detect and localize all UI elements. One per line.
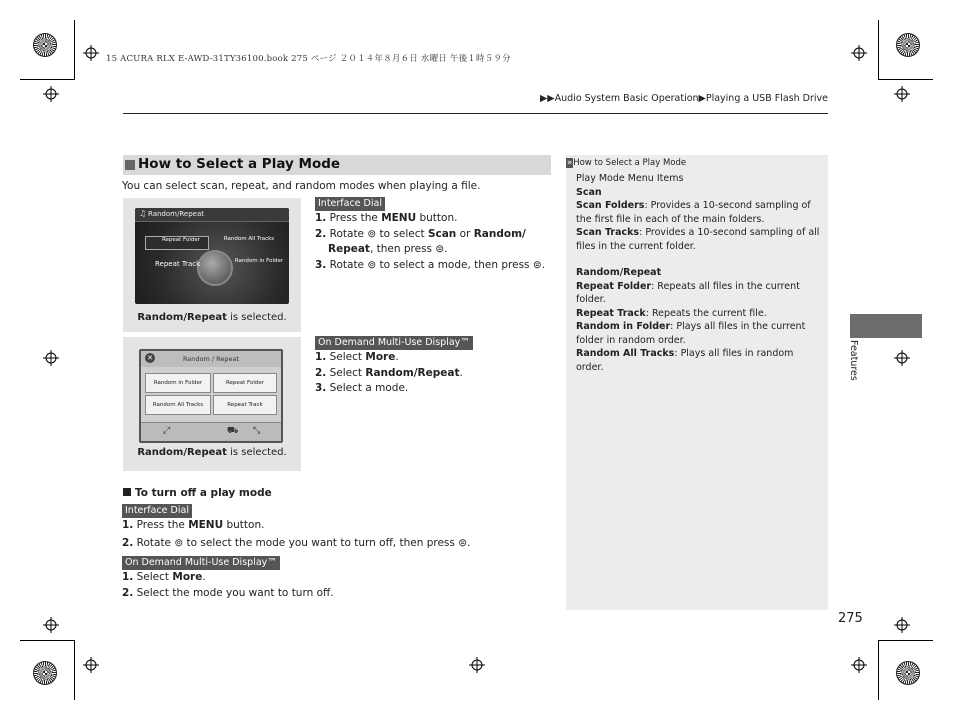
registration-target-icon (894, 86, 910, 102)
multi-use-display-screen (139, 349, 283, 443)
interface-dial-figure (123, 198, 301, 332)
intro-text: You can select scan, repeat, and random modes when playing a file. (122, 180, 481, 192)
close-icon[interactable]: ✕ (145, 353, 155, 363)
sidebar-notes (566, 155, 828, 610)
breadcrumb-page: Playing a USB Flash Drive (705, 93, 828, 104)
step-item: 1. Press the MENU button. (122, 519, 265, 531)
section-square-icon (125, 160, 135, 170)
sidebar-entry: Scan Folders: Provides a 10-second sampling of the first file in each of the main folders. (576, 200, 811, 225)
screen-item-repeat-folder[interactable]: Repeat Folder (145, 236, 209, 250)
registration-rosette-icon (896, 661, 920, 685)
sidebar-subheading: Scan (576, 186, 602, 198)
figure-caption: Random/Repeat is selected. (137, 312, 287, 323)
breadcrumb (540, 93, 828, 104)
screen-button-random-all-tracks[interactable]: Random All Tracks (145, 395, 211, 415)
breadcrumb-arrow-icon: ▶ (698, 93, 706, 104)
step-item: 2. Select the mode you want to turn off. (122, 586, 334, 599)
registration-target-icon (469, 657, 485, 673)
registration-target-icon (894, 350, 910, 366)
screen-button-repeat-track[interactable]: Repeat Track (213, 395, 277, 415)
turn-off-mud-tag: On Demand Multi-Use Display™ (122, 556, 280, 570)
step-item: 2. Rotate ⊚ to select Scan or Random/ Repeat, then press ⊜. (315, 227, 526, 255)
car-icon[interactable]: ⛟ (227, 426, 239, 436)
reference-marker-icon: » (567, 158, 573, 168)
press-dial-icon: ⊜ (435, 243, 445, 255)
screen-item-random-folder[interactable]: Random in Folder (234, 258, 284, 264)
seat-icon[interactable]: ⤡ (253, 426, 261, 436)
figure-caption: Random/Repeat is selected. (137, 447, 287, 458)
sidebar-entry: Repeat Track: Repeats the current file. (576, 307, 767, 319)
sidebar-heading: Play Mode Menu Items (576, 173, 684, 184)
registration-target-icon (83, 45, 99, 61)
sidebar-body (576, 172, 821, 374)
screen-button-repeat-folder[interactable]: Repeat Folder (213, 373, 277, 393)
registration-rosette-icon (33, 661, 57, 685)
interface-dial-screen (135, 208, 289, 304)
step-item: 3. Rotate ⊚ to select a mode, then press ⊜. (315, 258, 546, 271)
registration-rosette-icon (896, 33, 920, 57)
print-header-meta: 15 ACURA RLX E-AWD-31TY36100.book 275 ページ ２０１４年８月６日 水曜日 午後１時５９分 (106, 54, 511, 64)
interface-dial-steps (315, 211, 555, 273)
press-dial-icon: ⊜ (458, 536, 468, 549)
rotate-dial-icon: ⊚ (367, 258, 377, 271)
turn-off-dial-tag: Interface Dial (122, 504, 192, 518)
multi-use-display-steps (315, 350, 555, 397)
rotate-dial-icon: ⊚ (367, 227, 377, 240)
section-title-bar (123, 155, 551, 175)
page-number: 275 (838, 611, 863, 626)
sidebar-subheading: Random/Repeat (576, 267, 662, 278)
multi-use-display-tag: On Demand Multi-Use Display™ (315, 336, 473, 350)
press-dial-icon: ⊜ (532, 258, 542, 271)
registration-target-icon (43, 617, 59, 633)
registration-target-icon (83, 657, 99, 673)
breadcrumb-section-link[interactable]: Audio System Basic Operation (554, 93, 699, 104)
sidebar-entry: Scan Tracks: Provides a 10-second sampling of all files in the current folder. (576, 227, 820, 252)
square-bullet-icon (123, 488, 131, 496)
screen-button-random-in-folder[interactable]: Random in Folder (145, 373, 211, 393)
registration-rosette-icon (33, 33, 57, 57)
step-item: 1. Select More. (315, 351, 399, 363)
turn-off-dial-steps (122, 518, 552, 551)
step-item: 2. Rotate ⊚ to select the mode you want to turn off, then press ⊜. (122, 536, 471, 549)
music-note-icon: ♫ (139, 209, 147, 218)
step-item: 1. Select More. (122, 571, 206, 583)
interface-dial-tag: Interface Dial (315, 197, 385, 211)
chapter-tab[interactable] (850, 314, 922, 338)
registration-target-icon (894, 617, 910, 633)
step-item: 3. Select a mode. (315, 382, 409, 394)
section-title: How to Select a Play Mode (138, 156, 341, 172)
screen-item-repeat-track[interactable]: Repeat Track (155, 260, 201, 268)
multi-use-display-figure (123, 337, 301, 471)
turn-off-mud-steps (122, 570, 552, 601)
seat-icon[interactable]: ⤢ (163, 426, 171, 436)
breadcrumb-arrow-icon: ▶▶ (540, 93, 555, 104)
step-item: 1. Press the MENU button. (315, 212, 458, 224)
chapter-tab-label: Features (848, 340, 859, 381)
sidebar-entry: Random All Tracks: Plays all files in random order. (576, 348, 794, 373)
turn-off-heading: To turn off a play mode (123, 487, 272, 499)
screen-title: Random / Repeat (182, 355, 240, 363)
bottom-toolbar (141, 422, 281, 441)
rotate-dial-icon: ⊚ (174, 536, 184, 549)
registration-target-icon (43, 86, 59, 102)
header-divider (123, 113, 828, 114)
sidebar-entry: Random in Folder: Plays all files in the current folder in random order. (576, 321, 806, 346)
sidebar-entry: Repeat Folder: Repeats all files in the current folder. (576, 280, 800, 305)
registration-target-icon (851, 657, 867, 673)
step-item: 2. Select Random/Repeat. (315, 366, 463, 379)
sidebar-ref: »How to Select a Play Mode (567, 158, 687, 168)
registration-target-icon (851, 45, 867, 61)
screen-title: Random/Repeat (148, 210, 204, 218)
registration-target-icon (43, 350, 59, 366)
screen-item-random-all[interactable]: Random All Tracks (223, 236, 275, 242)
